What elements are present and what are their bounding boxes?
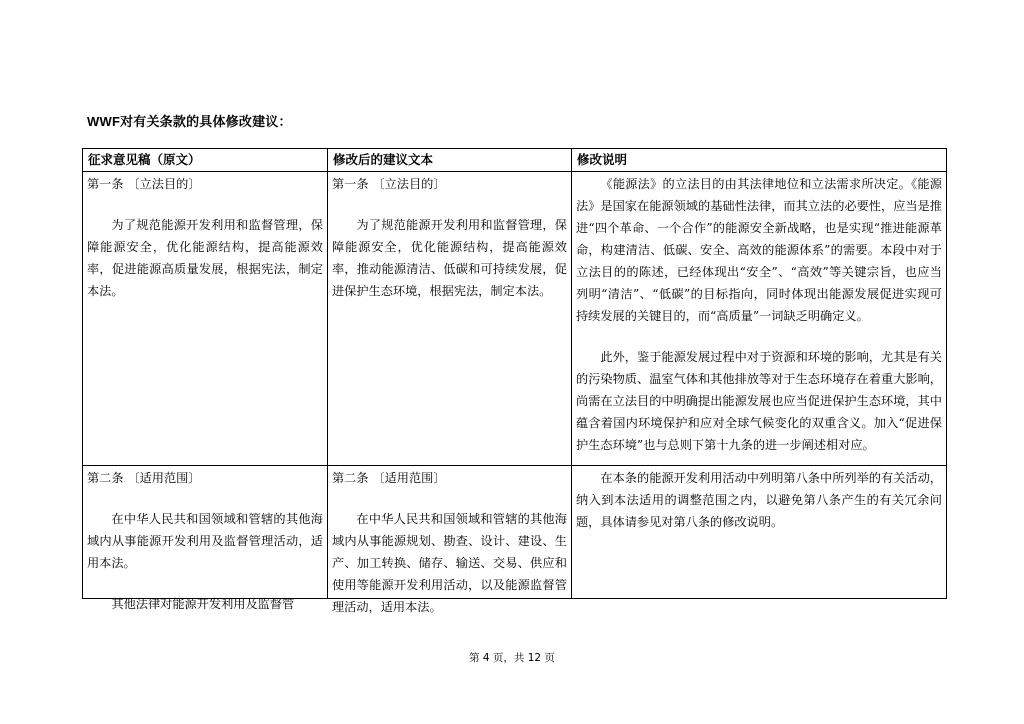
header-proposed: 修改后的建议文本 <box>328 149 572 172</box>
header-explanation: 修改说明 <box>572 149 947 172</box>
table-row <box>83 172 947 466</box>
cell-original <box>83 172 328 466</box>
article-title: 第一条 〔立法目的〕 <box>87 177 201 191</box>
article-text: 在中华人民共和国领域和管辖的其他海域内从事能源开发利用及监督管理活动，适用本法。 <box>87 512 323 570</box>
explanation-paragraph: 此外，鉴于能源发展过程中对于资源和环境的影响，尤其是有关的污染物质、温室气体和其他排放等对于生态环境存在着重大影响，尚需在立法目的中明确提出能源发展也应当促进保护生态环境，其中蕴含着国内环境保护和应对全球气候变化的双重含义。加入“促进保护生态环境”也与总则下第十九条的进一步阐述相对应。 <box>576 350 942 452</box>
cell-explanation <box>572 172 947 466</box>
article-title: 第二条 〔适用范围〕 <box>332 471 446 485</box>
page-heading: WWF对有关条款的具体修改建议： <box>87 114 292 129</box>
cell-proposed <box>328 466 572 614</box>
explanation-paragraph: 《能源法》的立法目的由其法律地位和立法需求所决定。《能源法》是国家在能源领域的基础性法律，而其立法的必要性，应当是推进“四个革命、一个合作”的能源安全新战略，也是实现“推进能源革命，构建清洁、低碳、安全、高效的能源体系”的需要。本段中对于立法目的的陈述，已经体现出“安全”、“高效”等关键宗旨，也应当列明“清洁”、“低碳”的目标指向，同时体现出能源发展促进实现可持续发展的关键目的，而“高质量”一词缺乏明确定义。 <box>576 177 942 323</box>
cell-explanation <box>572 466 947 599</box>
article-title: 第一条 〔立法目的〕 <box>332 177 446 191</box>
table-row <box>83 466 947 599</box>
amendment-table <box>82 148 947 614</box>
header-original: 征求意见稿（原文） <box>83 149 328 172</box>
article-text: 为了规范能源开发利用和监督管理，保障能源安全，优化能源结构，提高能源效率，推动能源清洁、低碳和可持续发展，促进保护生态环境，根据宪法，制定本法。 <box>332 218 567 298</box>
article-text: 其他法律对能源开发利用及监督管 <box>111 597 295 611</box>
article-title: 第二条 〔适用范围〕 <box>87 471 201 485</box>
explanation-paragraph: 在本条的能源开发利用活动中列明第八条中所列举的有关活动，纳入到本法适用的调整范围之内，以避免第八条产生的有关冗余问题，具体请参见对第八条的修改说明。 <box>576 471 942 529</box>
article-text: 在中华人民共和国领域和管辖的其他海域内从事能源规划、勘查、设计、建设、生产、加工转换、储存、输送、交易、供应和使用等能源开发利用活动，以及能源监督管理活动，适用本法。 <box>332 512 567 614</box>
page-footer: 第 4 页，共 12 页 <box>469 652 555 664</box>
cell-proposed <box>328 172 572 466</box>
table-header-row <box>83 149 947 172</box>
cell-original <box>83 466 328 611</box>
article-text: 为了规范能源开发利用和监督管理，保障能源安全，优化能源结构，提高能源效率，促进能源高质量发展，根据宪法，制定本法。 <box>87 218 323 298</box>
